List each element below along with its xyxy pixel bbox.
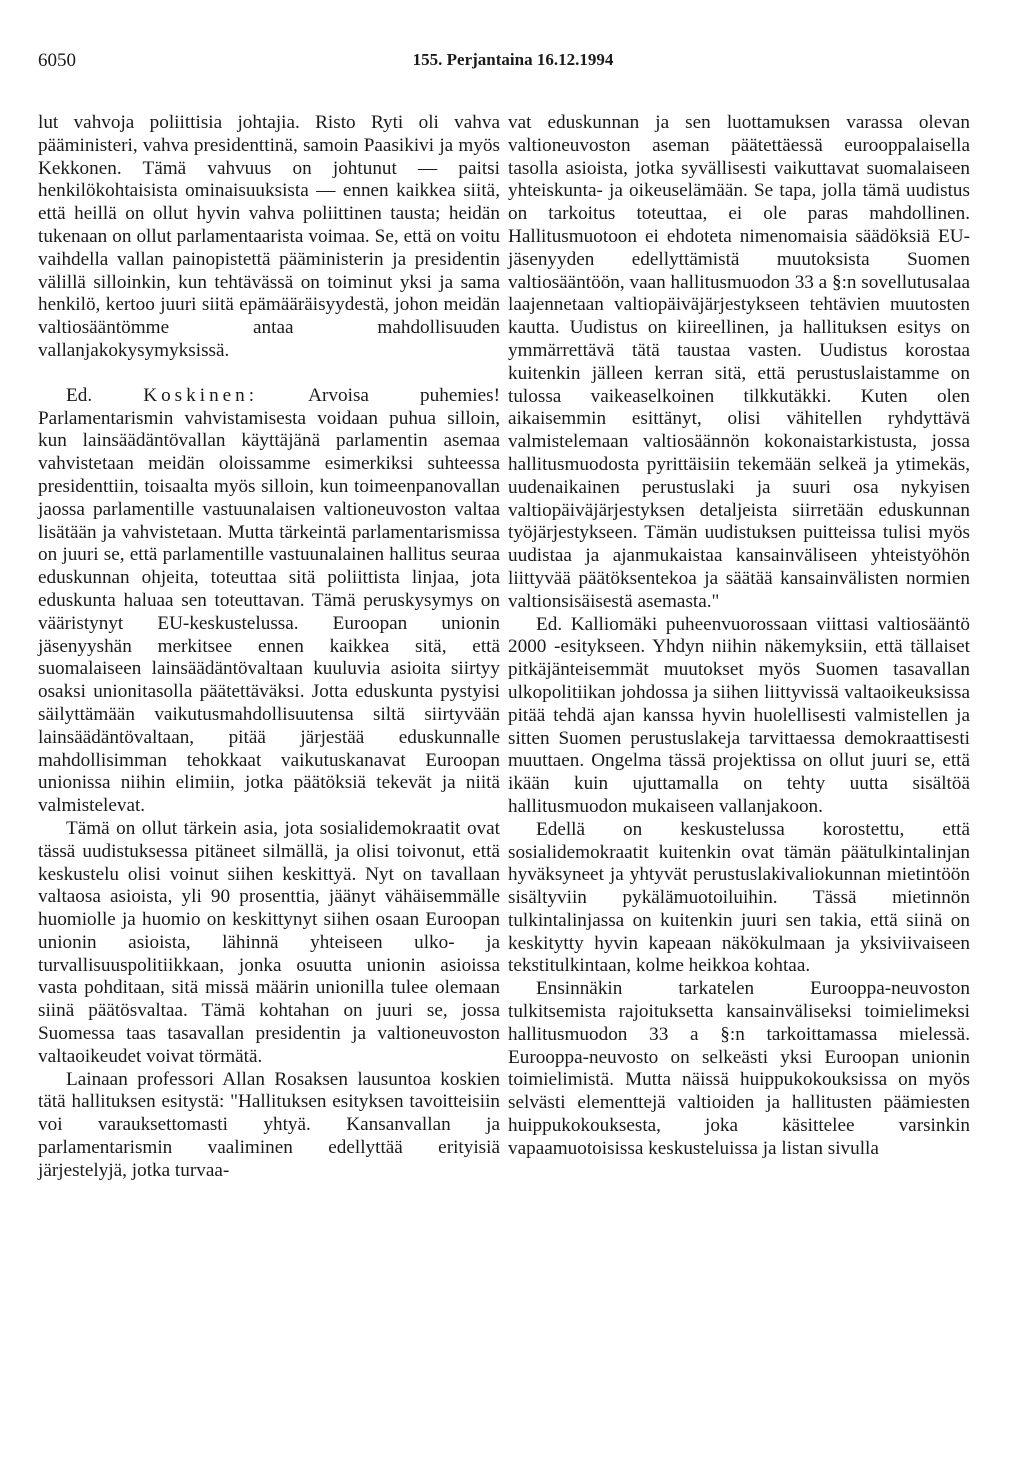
right-paragraph-2: Ed. Kalliomäki puheenvuorossaan viittasi valtiosääntö 2000 -esitykseen. Yhdyn niihin näkemyksiin, että tällaiset pitkäjänteisemmät muutokset myös Suomen tasavallan ulkopolitiikan johdossa ja siihen liittyvissä valtaoikeuksissa pitää tehdä ajan kanssa hyvin huolellisesti valmistellen ja sitten Suomen perustuslakeja tarvittaessa demokraattisesti muuttaen. Ongelma tässä projektissa on ollut juuri se, että ikään kuin ujuttamalla on tehty uutta sisältöä hallitusmuodon mukaiseen vallanjakoon. xyxy=(508,613,970,817)
right-paragraph-4: Ensinnäkin tarkatelen Eurooppa-neuvoston tulkitsemista rajoituksetta kansainväliseksi toimielimeksi hallitusmuodon 33 a §:n tarkoittamassa mielessä. Eurooppa-neuvosto on selkeästi yksi Euroopan unionin toimielimistä. Mutta näissä huippukokouksissa on myös selvästi elementtejä valtioiden ja hallitusten päämiesten huippukokouksesta, joka käsittelee varsinkin vapaamuotoisissa keskusteluissa ja listan sivulla xyxy=(508,978,970,1159)
page-header xyxy=(38,50,988,76)
left-paragraph-1: lut vahvoja poliittisia johtajia. Risto Ryti oli vahva pääministeri, vahva presidenttinä, samoin Paasikivi ja myös Kekkonen. Tämä vahvuus on johtunut — paitsi henkilökohtaisista ominaisuuksista — ennen kaikkea siitä, että heillä on ollut hyvin vahva poliittinen tausta; heidän tukenaan on ollut parlamentaarista voimaa. Se, että on voitu vaihdella vallan painopistettä pääministerin ja presidentin välillä silloinkin, kun tehtävässä on toiminut yksi ja sama henkilö, kertoo juuri siitä epämääräisyydestä, johon meidän valtiosääntömme antaa mahdollisuuden vallanjakokysymyksissä. xyxy=(38,112,500,361)
left-column xyxy=(38,112,500,1183)
right-column xyxy=(508,112,970,1161)
speaker-prefix: Ed. xyxy=(66,384,144,406)
page-number: 6050 xyxy=(38,50,76,71)
left-paragraph-3: Tämä on ollut tärkein asia, jota sosialidemokraatit ovat tässä uudistuksessa pitäneet silmällä, ja olisi toivonut, että keskustelu olisi voinut siihen keskittyä. Nyt on tavallaan valtaosa asioista, yli 90 prosenttia, jäänyt vähäisemmälle huomiolle ja huomio on keskittynyt siihen osaan Euroopan unionin asioista, lähinnä yhteiseen ulko- ja turvallisuuspolitiikkaan, jonka osuutta unionin asioissa vasta pohditaan, sitä missä määrin unionilla tulee olemaan siinä päätösvaltaa. Tämä kohtahan on juuri se, jossa Suomessa taas tasavallan presidentin ja valtioneuvoston valtaoikeudet voivat törmätä. xyxy=(38,817,500,1067)
left-paragraph-2-text: Arvoisa puhemies! Parlamentarismin vahvistamisesta voidaan puhua silloin, kun lainsäädäntövallan käyttäjänä parlamentin asemaa vahvistetaan meidän oloissamme esimerkiksi suhteessa presidenttiin, toisaalta myös silloin, kun toimeenpanovallan jaossa parlamentille vastuunalaisen valtioneuvoston valtaa lisätään ja vahvistetaan. Mutta tärkeintä parlamentarismissa on juuri se, että parlamentille vastuunalainen hallitus seuraa eduskunnan ohjeita, toteuttaa sitä poliittista linjaa, jota eduskunta haluaa sen toteuttavan. Tämä peruskysymys on vääristynyt EU-keskustelussa. Euroopan unionin jäsenyyshän merkitsee ennen kaikkea sitä, että suomalaiseen lainsäädäntövaltaan kuuluvia asioita siirtyy osaksi unionitasolla päätettäväksi. Jotta eduskunta pystyisi säilyttämään vaikutusmahdollisuutensa siltä siirtyvään lainsäädäntövaltaan, pitää järjestää eduskunnalle mahdollisimman tehokkaat vaikutuskanavat Euroopan unionissa niihin elimiin, jotka päätöksiä tekevät ja niitä valmistelevat. xyxy=(38,384,500,817)
right-paragraph-3: Edellä on keskustelussa korostettu, että sosialidemokraatit kuitenkin ovat tämän päätulkintalinjan hyväksyneet ja yhtyvät perustuslakivaliokunnan mietintöön sisältyviin pykälämuotoiluihin. Tässä mietinnön tulkintalinjassa on kuitenkin juuri sen takia, että siinä on keskitytty hyvin kapeaan näkökulmaan ja yksiviivaiseen tekstitulkintaan, kolme heikkoa kohtaa. xyxy=(508,818,970,977)
speaker-name: Koskinen: xyxy=(143,384,259,406)
left-paragraph-2 xyxy=(38,385,500,818)
right-paragraph-1: vat eduskunnan ja sen luottamuksen varassa olevan valtioneuvoston aseman päätettäessä eurooppalaisella tasolla asioista, jotka syvällisesti vaikuttavat suomalaiseen yhteiskunta- ja oikeuselämään. Se tapa, jolla tämä uudistus on tarkoitus toteuttaa, ei ole paras mahdollinen. Hallitusmuotoon ei ehdoteta nimenomaisia säädöksiä EU-jäsenyyden edellyttämistä muutoksista Suomen valtiosääntöön, vaan hallitusmuodon 33 a §:n sovellutusalaa laajennetaan valtiopäiväjärjestykseen tehtävien muutosten kautta. Uudistus on kiireellinen, ja hallituksen esitys on ymmärrettävä tätä taustaa vasten. Uudistus korostaa kuitenkin jälleen kerran sitä, että perustuslaistamme on tulossa vaikeaselkoinen tilkkutäkki. Kuten olen aikaisemmin esittänyt, olisi vähitellen ryhdyttävä valmistelemaan valtiosäännön kokonaistarkistusta, jossa hallitusmuodosta pyrittäisiin tekemään selkeä ja ytimekäs, uudenaikainen perustuslaki ja suuri osa nykyisen valtiopäiväjärjestyksen detaljeista siirretään eduskunnan työjärjestykseen. Tämän uudistuksen puitteissa tulisi myös uudistaa ja ajanmukaistaa kansainväliseen yhteistyöhön liittyvää päätöksentekoa ja säätää kansainvälisten normien valtionsisäisestä asemasta." xyxy=(508,112,971,612)
left-paragraph-4: Lainaan professori Allan Rosaksen lausuntoa koskien tätä hallituksen esitystä: "Hallituksen esityksen tavoitteisiin voi varauksettomasti yhtyä. Kansanvallan ja parlamentarismin vaaliminen edellyttää erityisiä järjestelyjä, jotka turvaa- xyxy=(38,1068,500,1181)
running-head: 155. Perjantaina 16.12.1994 xyxy=(412,50,614,69)
